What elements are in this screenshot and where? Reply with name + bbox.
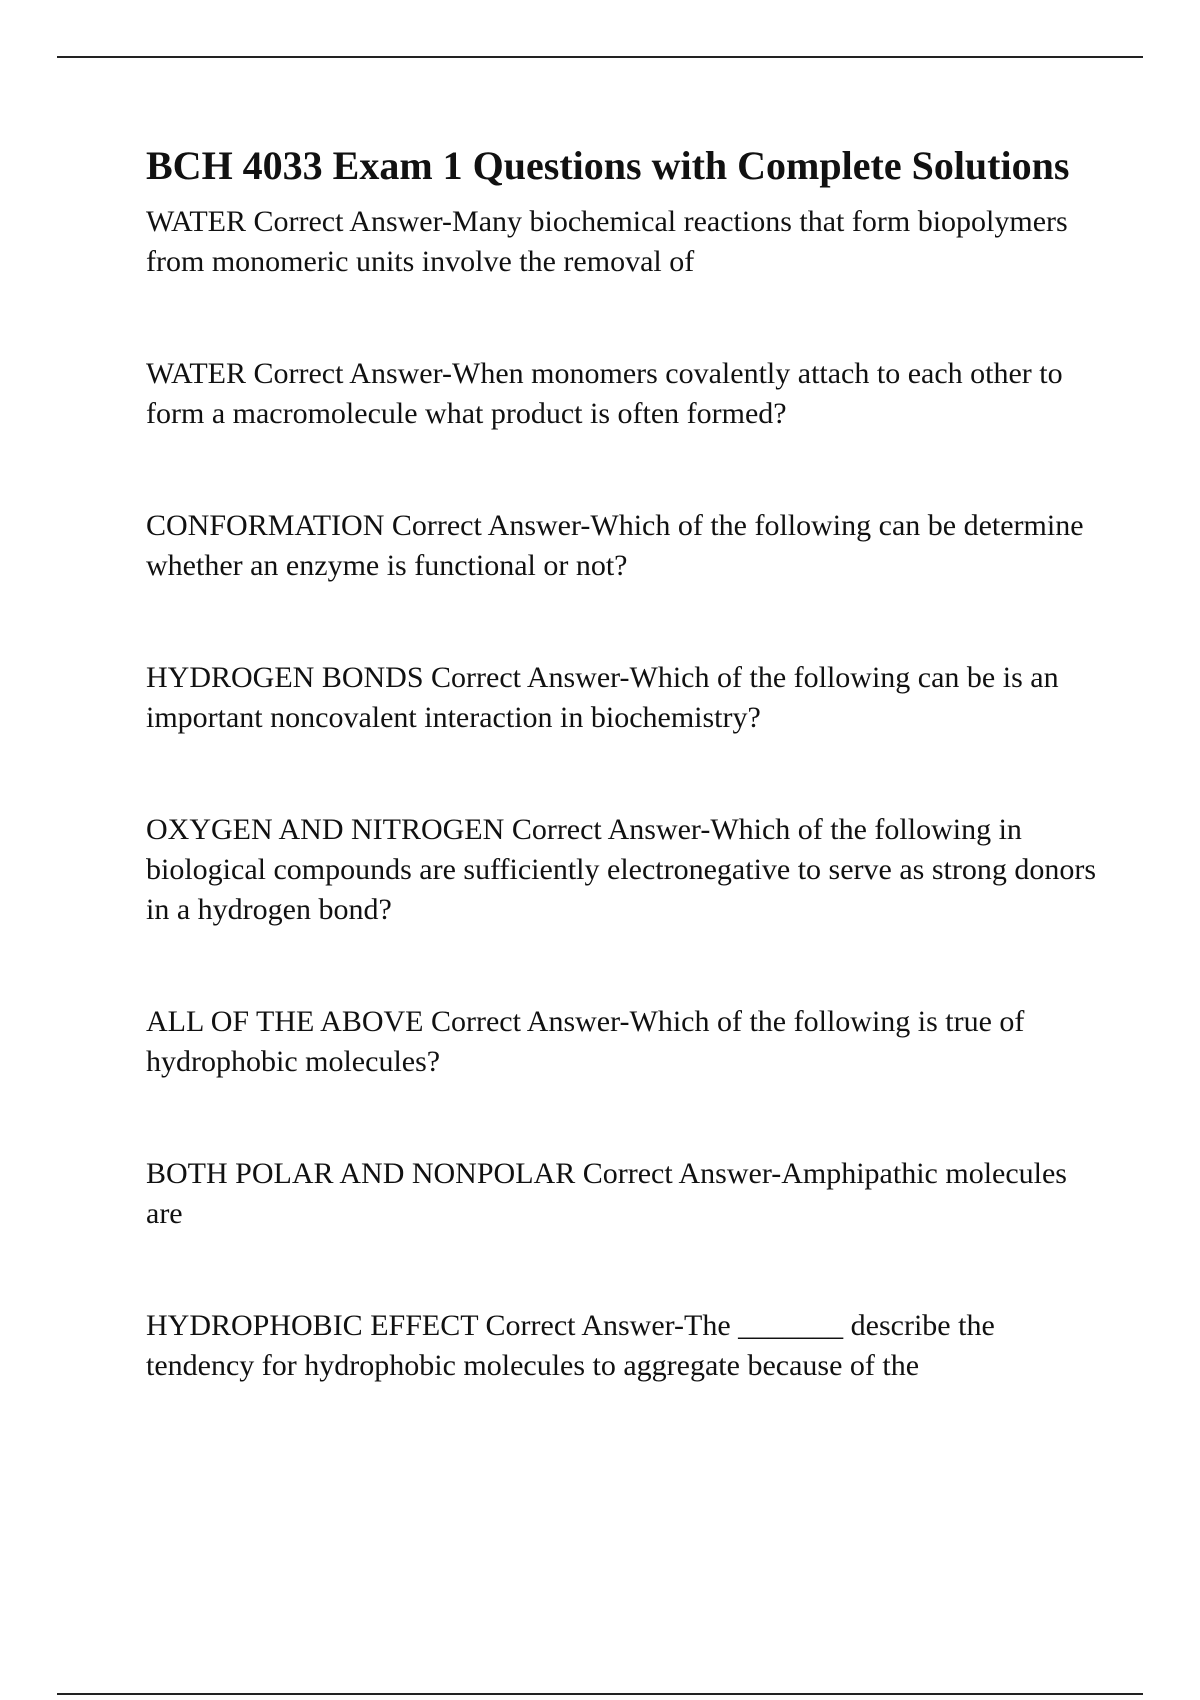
bottom-divider <box>57 1693 1143 1695</box>
question-text: Which of the following can be determine whether an enzyme is functional or not? <box>146 509 1084 582</box>
answer-text: WATER <box>146 205 246 238</box>
document-title: BCH 4033 Exam 1 Questions with Complete Solutions <box>146 143 1070 188</box>
answer-text: HYDROGEN BONDS <box>146 661 424 694</box>
question-text: Which of the following can be is an important noncovalent interaction in biochemistry? <box>146 661 1059 734</box>
question-text: Which of the following in biological compounds are sufficiently electronegative to serve as strong donors in a hydrogen bond? <box>146 813 1097 926</box>
question-text: Amphipathic molecules are <box>146 1157 1067 1230</box>
answer-text: WATER <box>146 357 246 390</box>
answer-separator: Correct Answer- <box>504 813 711 846</box>
answer-text: CONFORMATION <box>146 509 385 542</box>
answer-separator: Correct Answer- <box>423 1005 630 1038</box>
answer-separator: Correct Answer- <box>478 1309 685 1342</box>
question-text: When monomers covalently attach to each other to form a macromolecule what product is often formed? <box>146 357 1063 430</box>
qa-item <box>146 1306 1096 1386</box>
answer-text: HYDROPHOBIC EFFECT <box>146 1309 479 1342</box>
qa-item <box>146 202 1096 282</box>
top-divider <box>57 56 1143 58</box>
qa-item <box>146 506 1096 586</box>
answer-separator: Correct Answer- <box>246 357 453 390</box>
answer-text: ALL OF THE ABOVE <box>146 1005 424 1038</box>
answer-separator: Correct Answer- <box>246 205 453 238</box>
question-text: Many biochemical reactions that form biopolymers from monomeric units involve the removal of <box>146 205 1068 278</box>
answer-separator: Correct Answer- <box>575 1157 782 1190</box>
answer-text: BOTH POLAR AND NONPOLAR <box>146 1157 576 1190</box>
qa-item <box>146 1154 1096 1234</box>
qa-item <box>146 658 1096 738</box>
answer-separator: Correct Answer- <box>423 661 630 694</box>
answer-text: OXYGEN AND NITROGEN <box>146 813 505 846</box>
document-body <box>146 140 1096 1458</box>
qa-item <box>146 354 1096 434</box>
question-text: The _______ describe the tendency for hydrophobic molecules to aggregate because of the <box>146 1309 995 1382</box>
answer-separator: Correct Answer- <box>384 509 591 542</box>
qa-item <box>146 810 1096 930</box>
qa-item <box>146 1002 1096 1082</box>
question-text: Which of the following is true of hydrophobic molecules? <box>146 1005 1025 1078</box>
